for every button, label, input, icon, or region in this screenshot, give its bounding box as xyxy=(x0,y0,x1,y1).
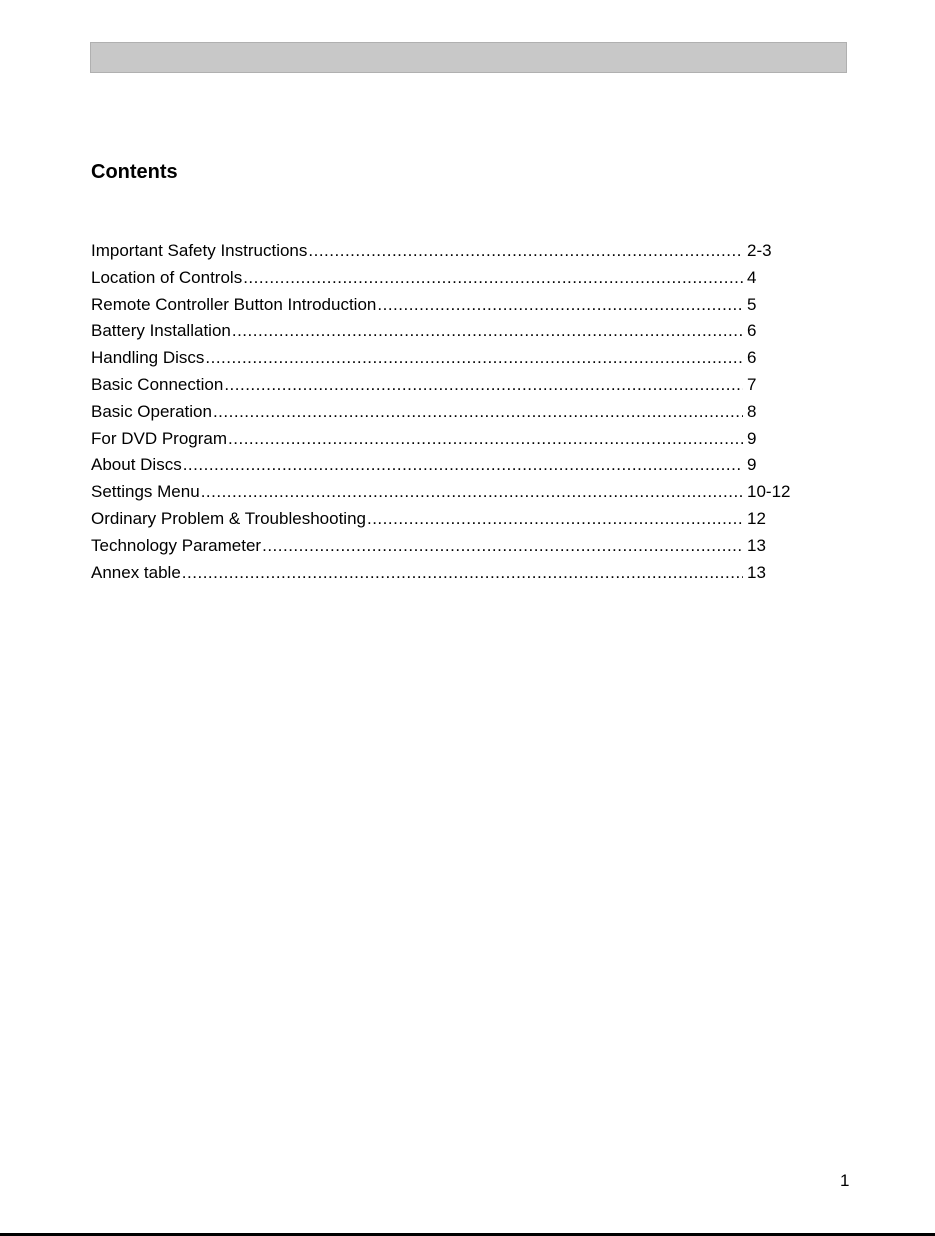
toc-entry-page: 5 xyxy=(747,294,757,314)
page-title: Contents xyxy=(91,161,178,183)
toc-entry-label: Annex table xyxy=(91,562,181,582)
toc-entry-label: About Discs xyxy=(91,455,182,475)
toc-entry-label: Remote Controller Button Introduction xyxy=(91,294,377,314)
toc-entry-page: 13 xyxy=(747,535,766,555)
toc-entry-label: Basic Connection xyxy=(91,374,224,394)
dot-leader xyxy=(205,345,743,372)
toc-entry-label: Important Safety Instructions xyxy=(91,241,308,260)
toc-entry-page: 6 xyxy=(747,321,757,341)
toc-entry-label: Handling Discs xyxy=(91,348,205,368)
toc-entry[interactable] xyxy=(91,399,811,426)
dot-leader xyxy=(183,452,743,479)
toc-entry-page: 12 xyxy=(747,508,766,528)
toc-entry-page: 10-12 xyxy=(747,482,791,502)
dot-leader xyxy=(213,399,743,426)
dot-leader xyxy=(367,506,743,533)
toc-entry[interactable] xyxy=(91,238,811,265)
dot-leader xyxy=(308,238,743,265)
dot-leader xyxy=(243,265,743,292)
toc-entry-label: Basic Operation xyxy=(91,401,212,421)
toc-entry-label: Location of Controls xyxy=(91,267,243,287)
toc-entry-page: 13 xyxy=(747,562,766,582)
toc-entry[interactable] xyxy=(91,345,811,372)
toc-entry[interactable] xyxy=(91,372,811,399)
toc-entry[interactable] xyxy=(91,318,811,345)
dot-leader xyxy=(377,292,743,319)
toc-entry[interactable] xyxy=(91,265,811,292)
toc-entry[interactable] xyxy=(91,292,811,319)
toc-entry[interactable] xyxy=(91,479,811,506)
toc-entry-page: 9 xyxy=(747,428,757,448)
toc-entry-label: Ordinary Problem & Troubleshooting xyxy=(91,508,366,528)
dot-leader xyxy=(232,318,743,345)
header-bar xyxy=(90,42,847,73)
table-of-contents xyxy=(91,238,811,586)
dot-leader xyxy=(201,479,743,506)
toc-entry[interactable] xyxy=(91,533,811,560)
toc-entry-page: 2-3 xyxy=(747,241,772,260)
toc-entry[interactable] xyxy=(91,560,811,587)
toc-entry-page: 7 xyxy=(747,374,757,394)
toc-entry-label: Settings Menu xyxy=(91,482,200,502)
dot-leader xyxy=(224,372,743,399)
toc-entry[interactable] xyxy=(91,426,811,453)
toc-entry[interactable] xyxy=(91,452,811,479)
toc-entry-page: 4 xyxy=(747,267,757,287)
toc-entry-label: Technology Parameter xyxy=(91,535,262,555)
dot-leader xyxy=(182,560,743,587)
toc-entry-label: For DVD Program xyxy=(91,428,228,448)
toc-entry-page: 9 xyxy=(747,455,757,475)
toc-entry-page: 8 xyxy=(747,401,757,421)
dot-leader xyxy=(228,426,743,453)
toc-entry-label: Battery Installation xyxy=(91,321,231,341)
page-number: 1 xyxy=(840,1171,850,1190)
toc-entry-page: 6 xyxy=(747,348,757,368)
dot-leader xyxy=(262,533,743,560)
toc-entry[interactable] xyxy=(91,506,811,533)
